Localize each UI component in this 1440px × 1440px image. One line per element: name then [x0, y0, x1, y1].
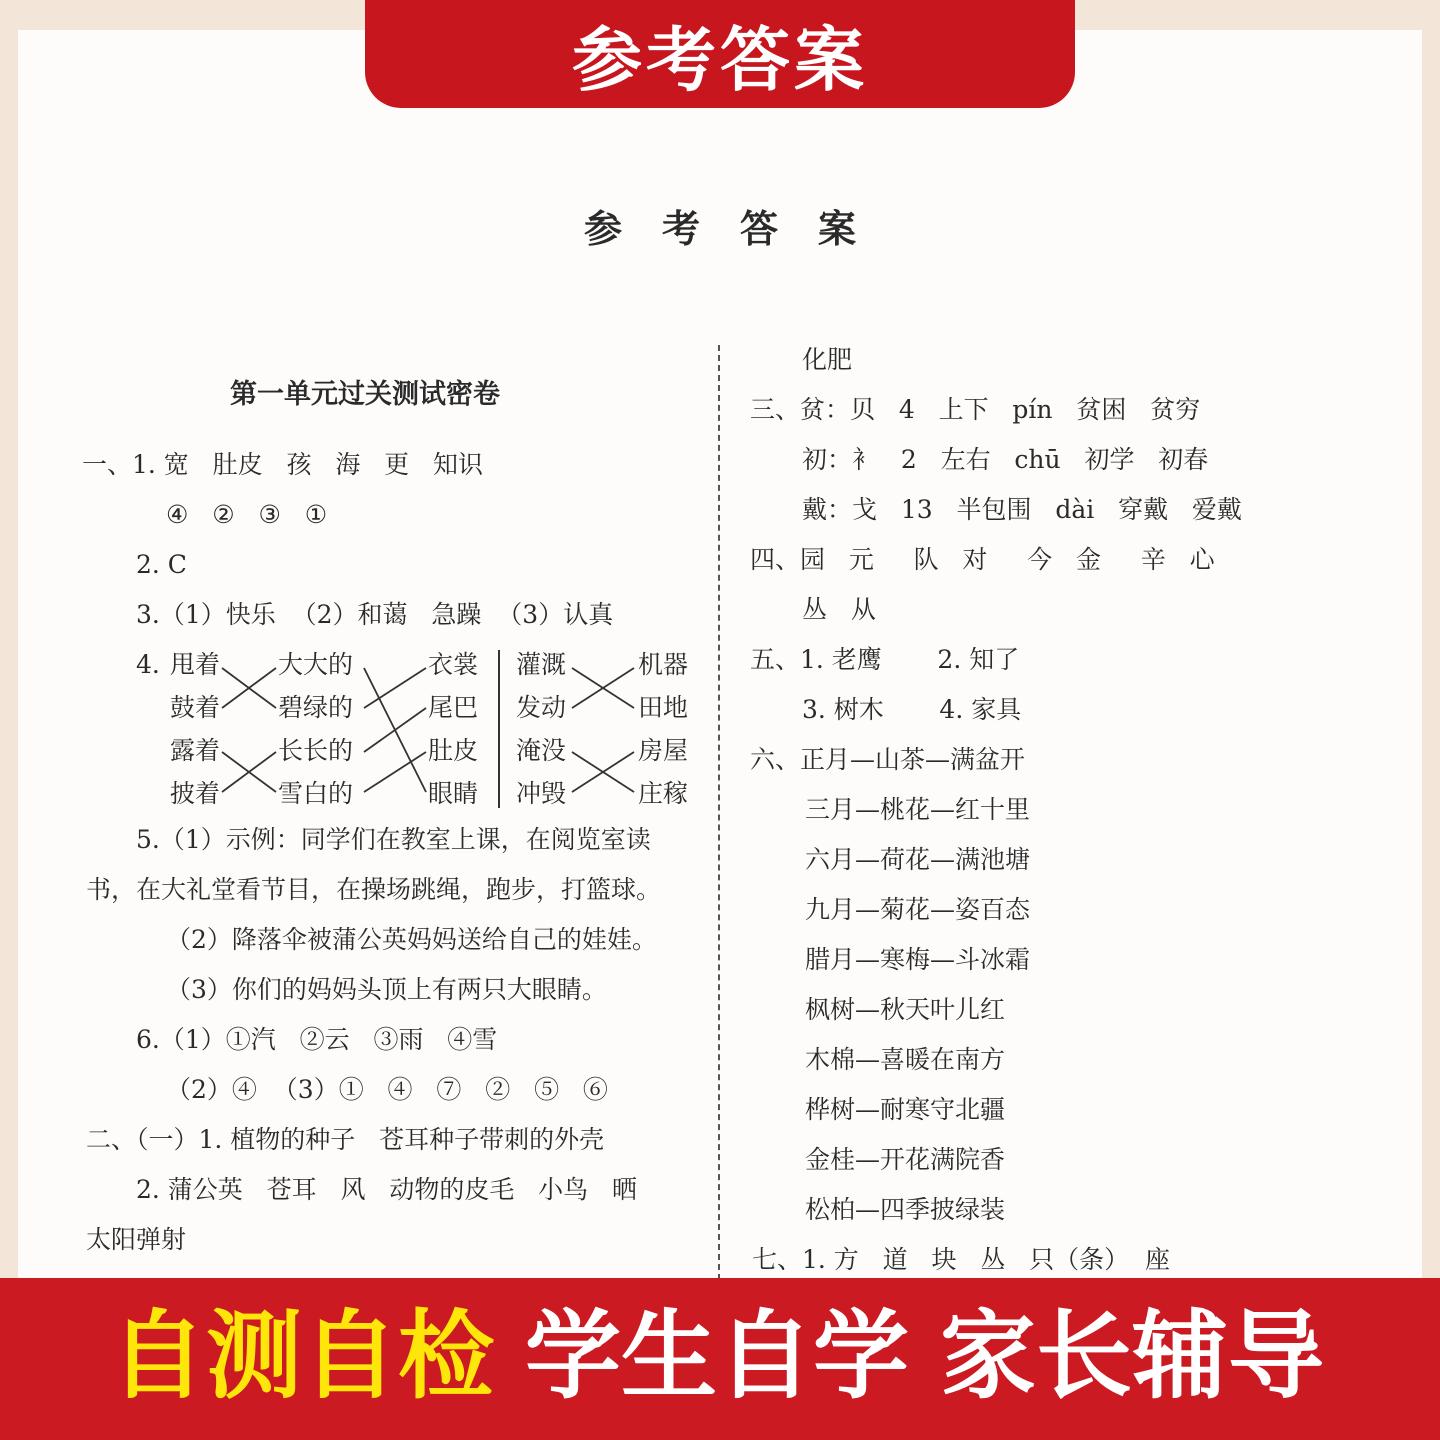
answer-line: 化肥	[802, 345, 853, 374]
answer-line: 4.	[136, 650, 160, 679]
answer-line: 书，在大礼堂看节目，在操场跳绳，跑步，打篮球。	[86, 875, 662, 904]
bottom-banner	[0, 1278, 1440, 1440]
answer-line: （3）你们的妈妈头顶上有两只大眼睛。	[166, 975, 607, 1004]
match-word: 尾巴	[428, 693, 479, 722]
answer-line: 五、1. 老鹰 2. 知了	[750, 645, 1020, 674]
top-banner-title: 参考答案	[572, 18, 868, 101]
match-word: 庄稼	[638, 779, 689, 808]
answer-line: 2. 蒲公英 苍耳 风 动物的皮毛 小鸟 晒	[136, 1175, 638, 1204]
slogan-self-test: 自测自检	[110, 1300, 494, 1412]
match-word: 大大的	[278, 650, 354, 679]
match-line	[364, 708, 426, 752]
answer-line: ④ ② ③ ①	[166, 500, 328, 529]
answer-line: 七、1. 方 道 块 丛 只（条） 座	[752, 1245, 1171, 1274]
answer-line: 5.（1）示例：同学们在教室上课，在阅览室读	[136, 825, 651, 854]
answer-line: 金桂—开花满院香	[805, 1145, 1006, 1174]
answer-line: 三月—桃花—红十里	[805, 795, 1031, 824]
match-word: 机器	[638, 650, 689, 679]
answer-line: 九月—菊花—姿百态	[805, 895, 1031, 924]
column-divider	[718, 345, 720, 1280]
answer-line: 桦树—耐寒守北疆	[805, 1095, 1006, 1124]
slogan-self-study: 学生自学	[525, 1300, 909, 1412]
answer-line: 一、1. 宽 肚皮 孩 海 更 知识	[82, 450, 484, 479]
match-word: 长长的	[278, 736, 354, 765]
answer-line: 6.（1）①汽 ②云 ③雨 ④雪	[136, 1025, 498, 1054]
match-word: 肚皮	[428, 736, 479, 765]
match-word: 披着	[170, 779, 221, 808]
match-word: 衣裳	[428, 650, 479, 679]
match-word: 房屋	[638, 736, 689, 765]
answer-line: 二、（一）1. 植物的种子 苍耳种子带刺的外壳	[86, 1125, 605, 1154]
answer-line: 太阳弹射	[86, 1225, 187, 1254]
answer-line: 木棉—喜暖在南方	[805, 1045, 1006, 1074]
match-word: 灌溉	[516, 650, 567, 679]
match-word: 冲毁	[516, 779, 567, 808]
match-word: 甩着	[170, 650, 221, 679]
match-word: 田地	[638, 693, 689, 722]
page-title: 参考答案	[583, 207, 896, 251]
match-word: 碧绿的	[278, 693, 354, 722]
match-word: 眼睛	[428, 779, 479, 808]
answer-line: 初：衤 2 左右 chū 初学 初春	[802, 445, 1209, 474]
answer-line: 六月—荷花—满池塘	[805, 845, 1031, 874]
answer-line: 腊月—寒梅—斗冰霜	[805, 945, 1031, 974]
section-title: 第一单元过关测试密卷	[230, 379, 500, 410]
answer-line: 戴：戈 13 半包围 dài 穿戴 爱戴	[802, 495, 1242, 524]
answer-line: 六、正月—山茶—满盆开	[750, 745, 1026, 774]
answer-line: （2）④ （3）① ④ ⑦ ② ⑤ ⑥	[166, 1075, 608, 1104]
answer-line: （2）降落伞被蒲公英妈妈送给自己的娃娃。	[166, 925, 657, 954]
answer-line: 2. C	[136, 550, 187, 579]
match-word: 雪白的	[278, 779, 354, 808]
match-word: 淹没	[516, 736, 567, 765]
answer-line: 3.（1）快乐 （2）和蔼 急躁 （3）认真	[136, 600, 614, 629]
match-word: 鼓着	[170, 693, 221, 722]
answer-line: 松柏—四季披绿装	[805, 1195, 1006, 1224]
answer-line: 枫树—秋天叶儿红	[805, 995, 1006, 1024]
slogan-parent-tutoring: 家长辅导	[940, 1300, 1324, 1412]
match-word: 露着	[170, 736, 221, 765]
match-word: 发动	[516, 693, 567, 722]
answer-line: 3. 树木 4. 家具	[802, 695, 1022, 724]
answer-line: 三、贫：贝 4 上下 pín 贫困 贫穷	[750, 395, 1201, 424]
answer-line: 丛 从	[802, 595, 876, 624]
answer-line: 四、园 元 队 对 今 金 辛 心	[750, 545, 1215, 574]
